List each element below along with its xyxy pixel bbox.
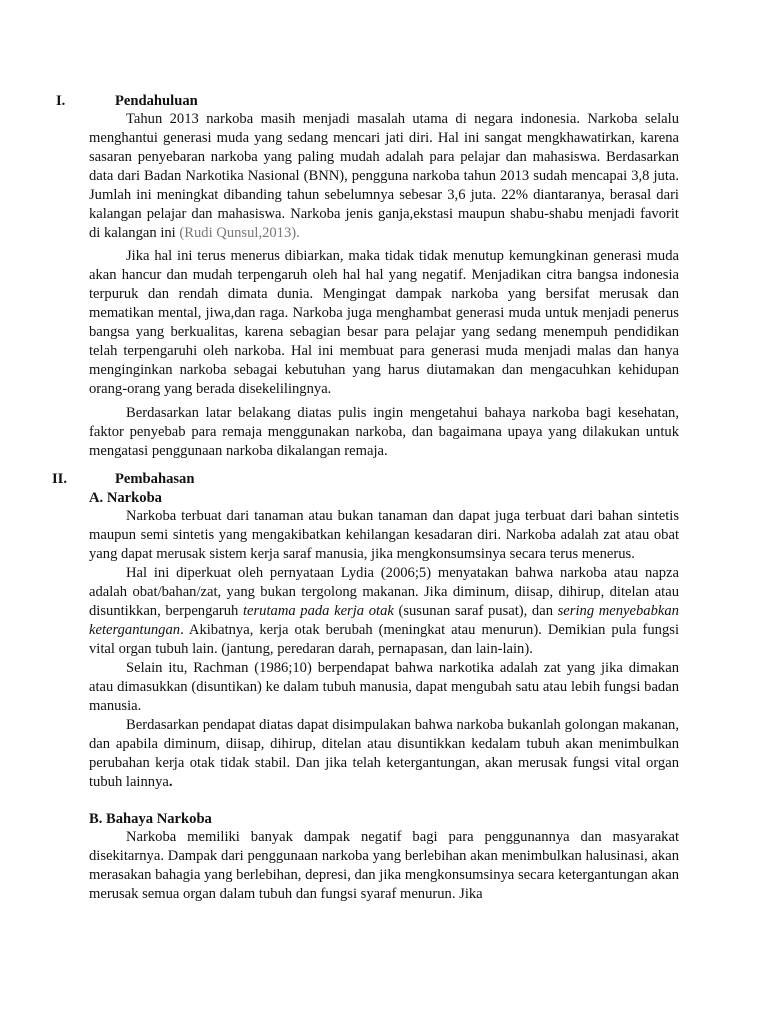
paragraph: Berdasarkan latar belakang diatas pulis ingin mengetahui bahaya narkoba bagi kesehatan, faktor penyebab para remaja menggunakan narkoba, dan bagaimana upaya yang dilakukan untuk mengatasi penggunaan narkoba dikalangan remaja. [89, 405, 679, 459]
paragraph-text: . Akibatnya, kerja otak berubah (meningkat atau menurun). Demikian pula fungsi vital organ tubuh lain. (jantung, peredaran darah, pernapasan, dan lain-lain). [89, 622, 679, 657]
paragraph: Narkoba memiliki banyak dampak negatif bagi para penggunannya dan masyarakat disekitarnya. Dampak dari penggunaan narkoba yang berlebihan akan menimbulkan halusinasi, akan merasakan bahagia yang berlebihan, depresi, dan jika mengkonsumsinya secara ketergantungan akan merusak semua organ dalam tubuh dan fungsi syaraf menurun. Jika [89, 829, 679, 902]
paragraph-text: Hal ini diperkuat oleh pernyataan Lydia (2006;5) menyatakan bahwa narkoba atau napza adalah obat/bahan/zat, yang bukan tergolong makanan. Jika diminum, diisap, dihirup, ditelan atau disuntikkan, berpengaruh [89, 565, 679, 619]
subsection-heading: B. Bahaya Narkoba [89, 811, 212, 827]
section-1-paragraph-3 [89, 404, 679, 461]
paragraph [89, 716, 679, 792]
section-1-paragraph-2 [89, 247, 679, 399]
subsection-heading: A. Narkoba [89, 490, 162, 506]
emphasis-text: sering menyebabkan ketergantungan [89, 603, 679, 638]
paragraph [89, 110, 679, 243]
paragraph: Jika hal ini terus menerus dibiarkan, maka tidak tidak menutup kemungkinan generasi muda akan hancur dan mudah terpengaruh oleh hal hal yang negatif. Menjadikan citra bangsa indonesia terpuruk dan rendah dimata dunia. Mengingat dampak narkoba yang bersifat merusak dan mematikan mental, jiwa,dan raga. Narkoba juga menghambat generasi muda untuk menjadi penerus bangsa yang berkualitas, karena sebagian besar para pelajar yang sedang menempuh pendidikan telah terpengaruhi oleh narkoba. Hal ini membuat para generasi muda menjadi malas dan hanya menginginkan narkoba sebagai kebutuhan yang harus diutamakan dan mengacuhkan kehidupan orang-orang yang berada disekelilingnya. [89, 248, 679, 397]
section-1-intro [89, 110, 679, 243]
section-heading: Pendahuluan [115, 93, 198, 109]
subsection-a-body [89, 507, 679, 792]
paragraph-text: . [168, 774, 173, 790]
paragraph-text: Tahun 2013 narkoba masih menjadi masalah utama di negara indonesia. Narkoba selalu menghantui generasi muda yang sedang mencari jati diri. Hal ini sangat mengkhawatirkan, karena sasaran penyebaran narkoba yang paling mudah adalah para pelajar dan mahasiswa. Berdasarkan data dari Badan Narkotika Nasional (BNN), pengguna narkoba tahun 2013 sudah mencapai 3,8 juta. Jumlah ini meningkat dibanding tahun sebelumnya sebesar 3,6 juta. 22% diantaranya, berasal dari kalangan pelajar dan mahasiswa. Narkoba jenis ganja,ekstasi maupun shabu-shabu menjadi favorit di kalangan ini [89, 111, 679, 241]
citation: (Rudi Qunsul,2013). [179, 225, 300, 241]
paragraph: Selain itu, Rachman (1986;10) berpendapat bahwa narkotika adalah zat yang jika dimakan atau dimasukkan (disuntikan) ke dalam tubuh manusia, dapat mengubah satu atau lebih fungsi badan manusia. [89, 660, 679, 714]
paragraph-text: Berdasarkan pendapat diatas dapat disimpulakan bahwa narkoba bukanlah golongan makanan, dan apabila diminum, diisap, dihirup, ditelan atau disuntikkan kedalam tubuh akan menimbulkan perubahan kerja otak tidak stabil. Dan jika telah ketergantungan, akan merusak fungsi vital organ tubuh lainnya [89, 717, 679, 790]
emphasis-text: terutama pada kerja otak [242, 603, 394, 619]
section-number: II. [52, 471, 68, 487]
paragraph [89, 564, 679, 659]
paragraph-text: (susunan saraf pusat), dan [393, 603, 558, 619]
paragraph: Narkoba terbuat dari tanaman atau bukan tanaman dan dapat juga terbuat dari bahan sintetis maupun semi sintetis yang mengakibatkan kehilangan kesadaran diri. Narkoba adalah zat atau obat yang dapat merusak sistem kerja saraf manusia, jika mengkonsumsinya secara terus menerus. [89, 508, 679, 562]
section-heading: Pembahasan [115, 471, 195, 487]
subsection-b-body [89, 828, 679, 904]
section-number: I. [56, 93, 66, 109]
